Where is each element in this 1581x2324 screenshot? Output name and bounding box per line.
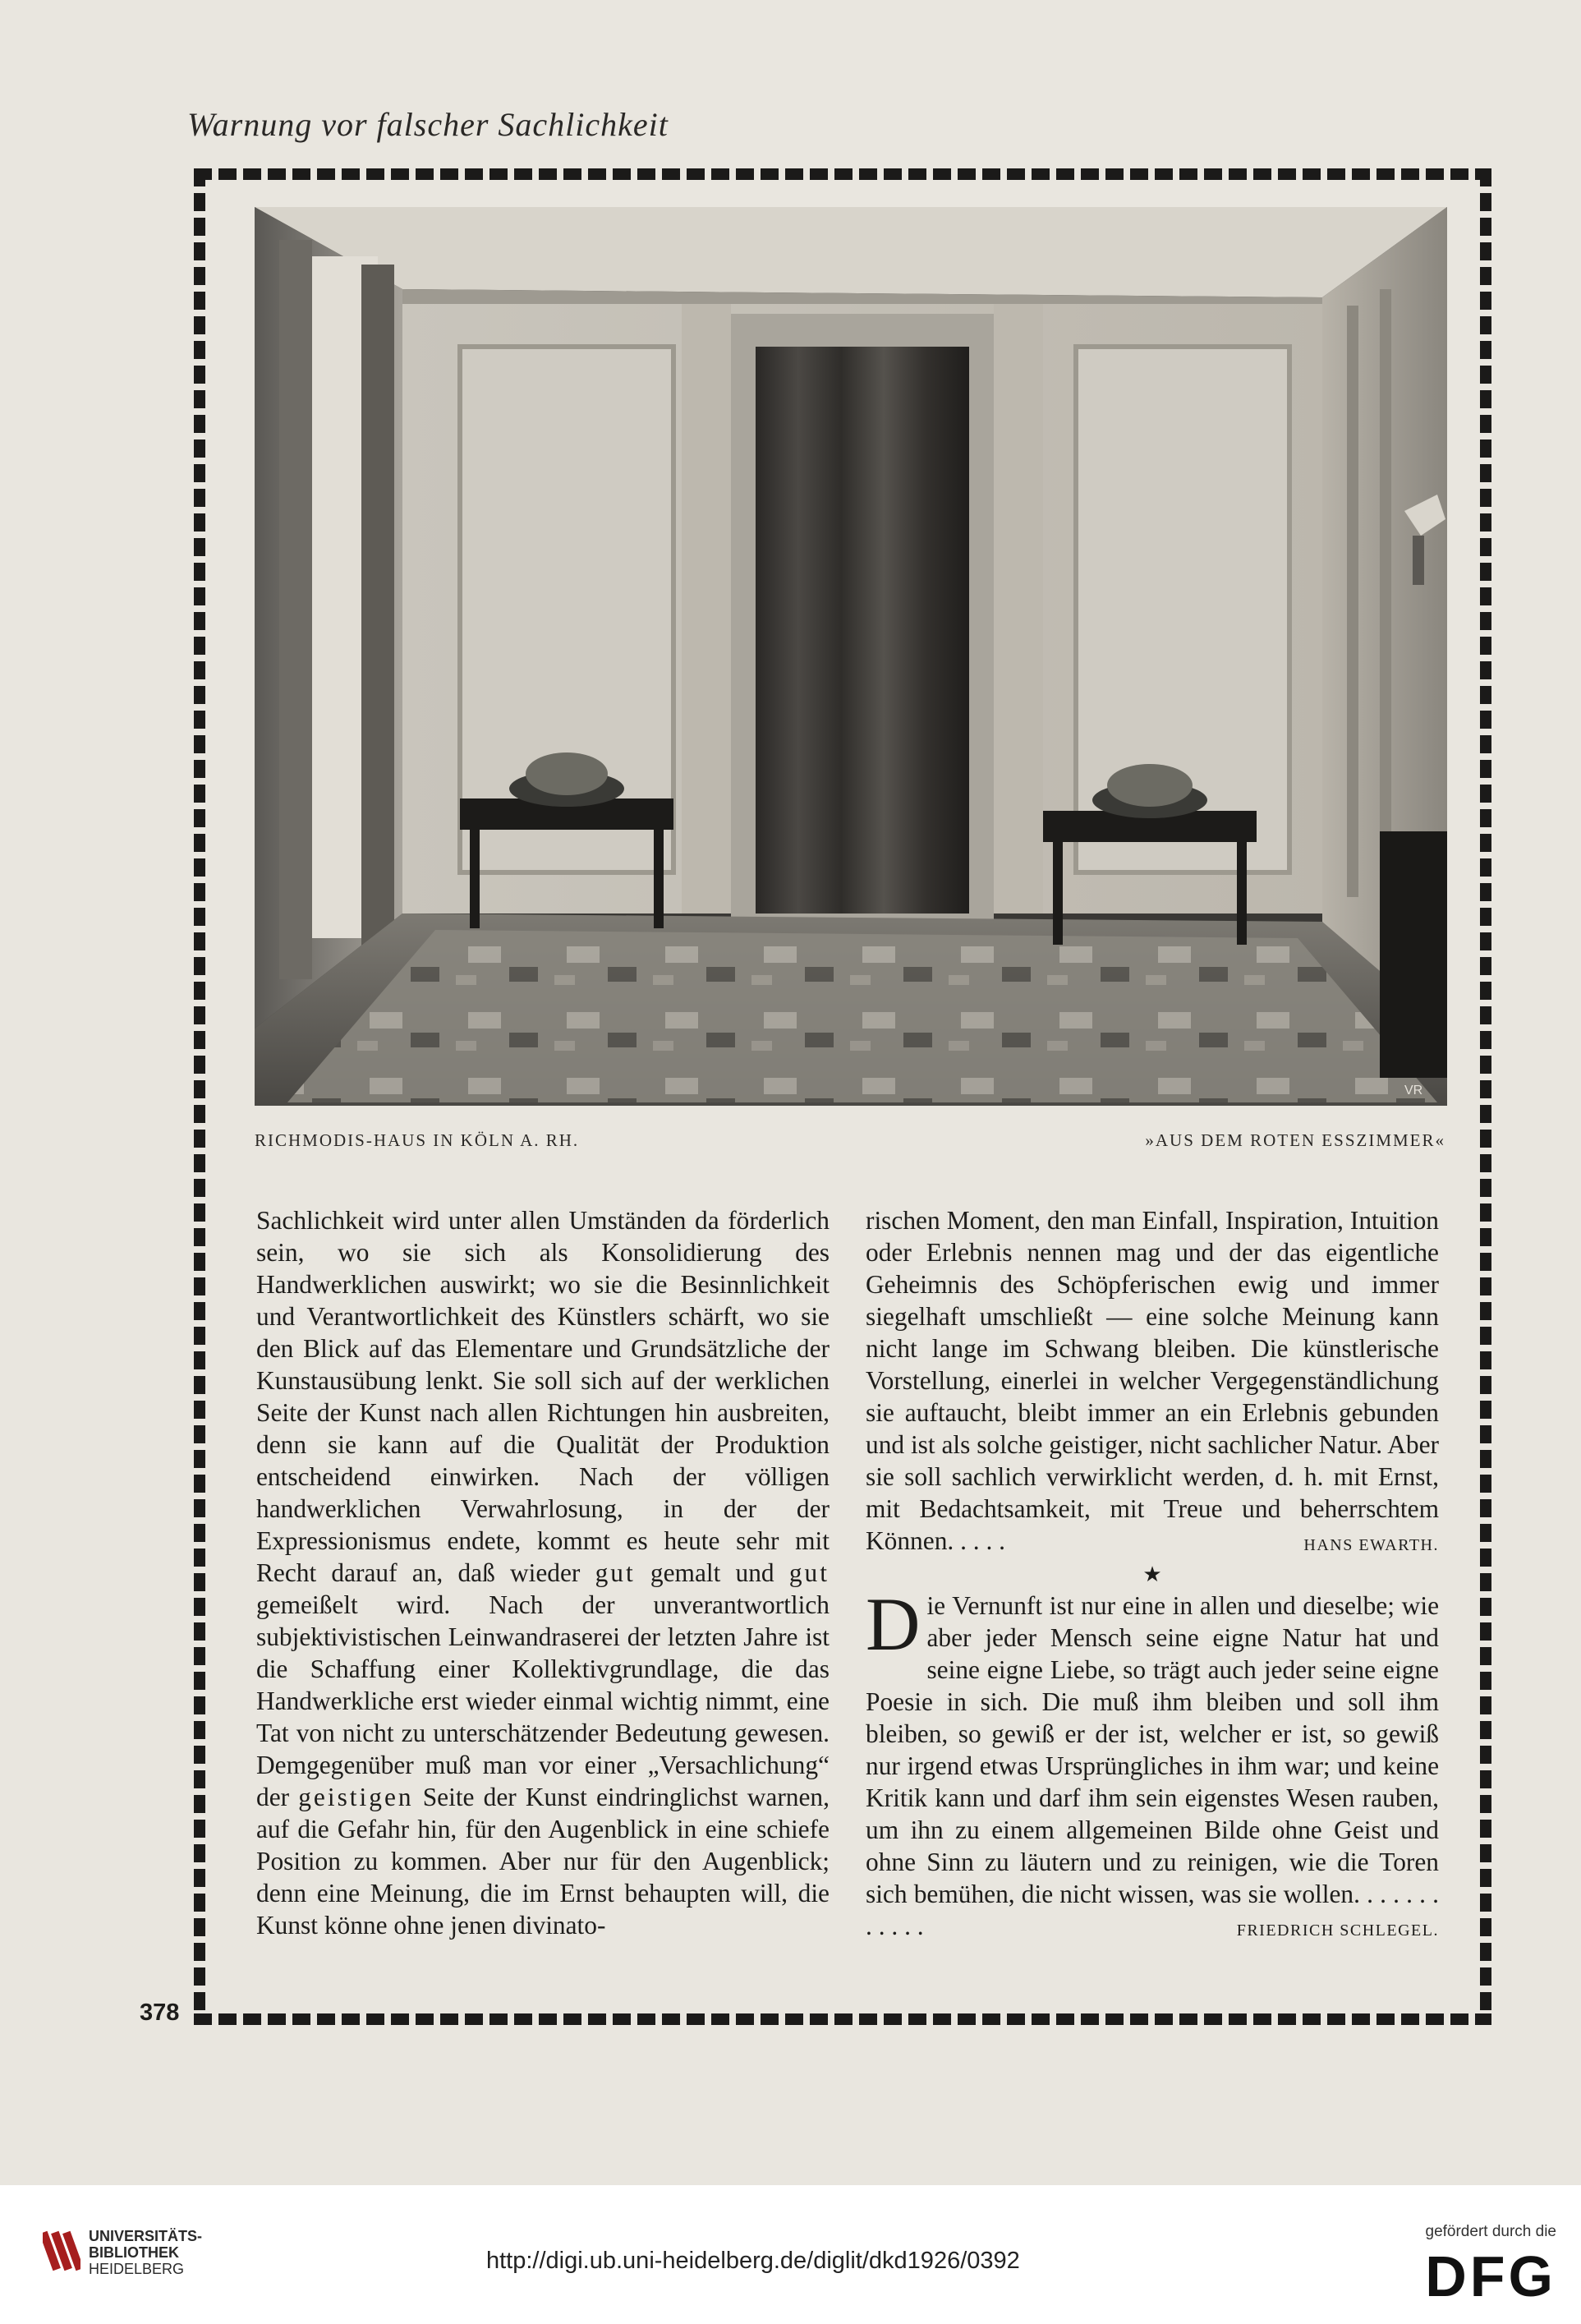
dfg-logo: DFG <box>1425 2244 1556 2308</box>
border-top <box>194 168 1491 180</box>
interior-photograph <box>255 207 1447 1106</box>
page-number: 378 <box>140 2000 180 2026</box>
text-run: gemalt und <box>650 1558 774 1587</box>
funded-by-label: gefördert durch die <box>1425 2223 1556 2240</box>
border-right <box>1480 168 1491 2025</box>
room-image <box>255 207 1447 1106</box>
caption-right: »AUS DEM ROTEN ESSZIMMER« <box>1145 1130 1445 1150</box>
text-run: rischen Moment, den man Einfall, Inspiration, Intuition oder Erlebnis nennen mag und der das eigentliche Geheimnis des Schöpferischen ewig und immer siegelhaft umschließt — eine solche Meinung kann nicht lange im Schwang bleiben. Die künstlerische Vorstellung, einerlei in welcher Vergegenständlichung sie auftaucht, bleibt immer an ein Erlebnis gebunden und ist als solche geistiger, nicht sachlicher Natur. Aber sie soll sachlich verwirklicht werden, d. h. mit Ernst, mit Bedachtsamkeit, mit Treue und beherrschtem Können. . . . . <box>866 1206 1439 1555</box>
text-run: gemeißelt wird. Nach der unverantwortlich subjektivistischen Leinwandraserei der letzten Jahre ist die Schaffung einer Kollektivgrundlage, die das Handwerkliche erst wieder einmal wichtig nimmt, eine Tat von nicht zu unterschätzender Bedeutung gewesen. Demgegenüber muß man vor einer „Versachlichung“ der <box>256 1590 830 1811</box>
ub-heidelberg-logo-icon <box>43 2226 80 2276</box>
star-separator: ★ <box>1142 1562 1162 1586</box>
article-column-left <box>256 1204 830 1941</box>
author-signature: HANS EWARTH. <box>1303 1536 1439 1554</box>
article-column-right <box>866 1204 1439 1947</box>
page-title: Warnung vor falscher Sachlichkeit <box>187 106 669 143</box>
text-run: Sachlichkeit wird unter allen Umständen da förderlich sein, wo sie sich als Konsolidierung des Handwerklichen auswirkt; wo sie die Besinnlichkeit und Verantwortlichkeit des Künstlers schärft, wo sie den Blick auf das Elementare und Grundsätzliche der Kunstausübung lenkt. Sie soll sich auf der werklichen Seite der Kunst nach allen Richtungen hin ausbreiten, denn sie kann auf die Qualität der Produktion entscheidend einwirken. Nach der völligen handwerklichen Verwahrlosung, in der der Expressionismus endete, kommt es heute sehr mit Recht darauf an, daß wieder <box>256 1206 830 1587</box>
border-left <box>194 168 205 2025</box>
library-name <box>89 2228 202 2277</box>
emphasis: gut <box>595 1558 636 1587</box>
footer-bar <box>0 2185 1581 2324</box>
library-name-line: HEIDELBERG <box>89 2261 185 2277</box>
border-bottom <box>194 2013 1491 2025</box>
text-run: Seite der Kunst eindringlichst warnen, auf die Gefahr hin, für den Augenblick in eine schiefe Position zu kommen. Aber nur für den Augenblick; denn eine Meinung, die im Ernst behaupten will, die Kunst könne ohne jenen divinato- <box>256 1783 830 1940</box>
drop-capital: D <box>866 1582 921 1666</box>
emphasis: gut <box>788 1558 830 1587</box>
paragraph <box>256 1204 830 1941</box>
library-name-line: BIBLIOTHEK <box>89 2244 179 2261</box>
text-run: ie Vernunft ist nur eine in allen und dieselbe; wie aber jeder Mensch seine eigne Natur hat und seine eigne Liebe, so trägt auch jeder seine eigne Poesie in sich. Die muß ihm bleiben und soll ihm bleiben, so gewiß er der ist, welcher er ist, so gewiß nur irgend etwas Ursprüngliches in ihm war; und keine Kritik kann und darf ihm sein eigenstes Wesen rauben, um ihn zu einem allgemeinen Bilde ohne Geist und ohne Sinn zu läutern und zu reinigen, wie die Toren sich bemühen, die nicht wissen, was sie wollen. . . . . . . . . . . . <box>866 1591 1439 1940</box>
caption-left: RICHMODIS-HAUS IN KÖLN A. RH. <box>255 1130 580 1150</box>
source-url-link[interactable]: http://digi.ub.uni-heidelberg.de/diglit/dkd1926/0392 <box>486 2248 1020 2274</box>
quote-paragraph <box>866 1582 1439 1942</box>
emphasis: geistigen <box>298 1783 414 1811</box>
author-signature: FRIEDRICH SCHLEGEL. <box>1236 1921 1439 1940</box>
paragraph <box>866 1204 1439 1557</box>
photo-signature: VR <box>1404 1084 1423 1098</box>
library-name-line: UNIVERSITÄTS- <box>89 2228 203 2244</box>
